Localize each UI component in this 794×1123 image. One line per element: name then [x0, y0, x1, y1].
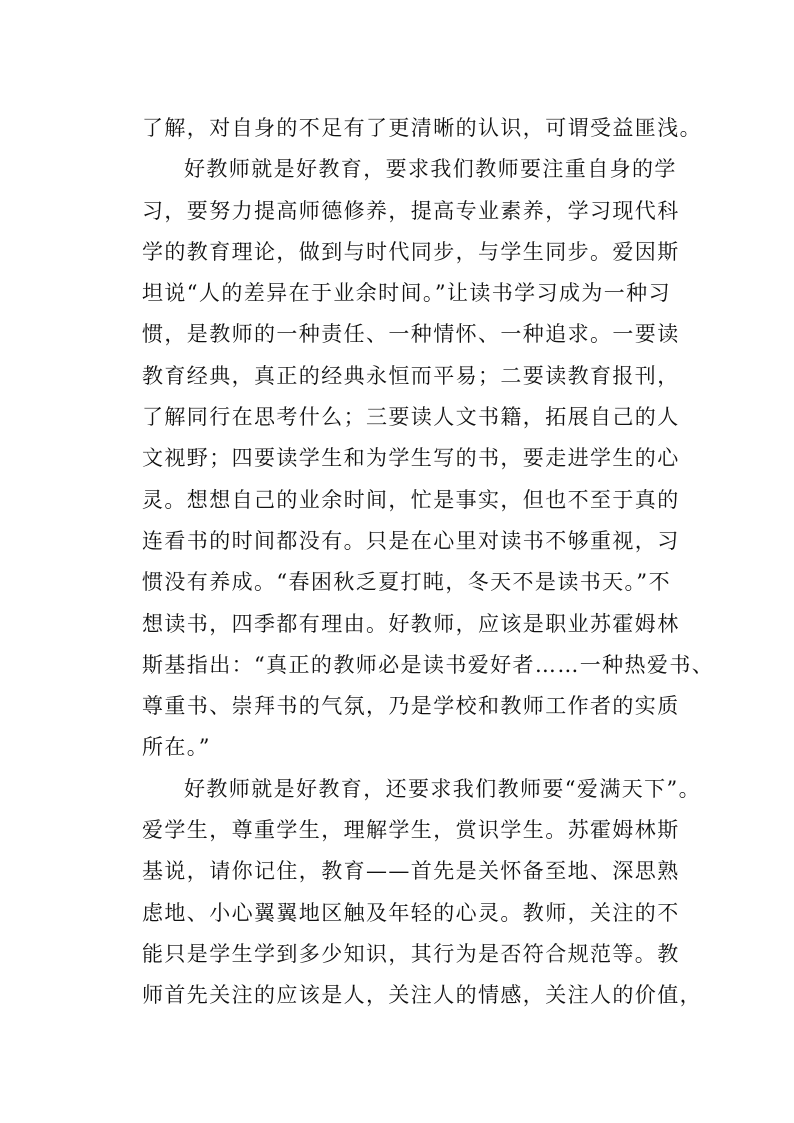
text-line: 教育经典，真正的经典永恒而平易；二要读教育报刊，: [142, 363, 680, 388]
paragraph-start-line: 好教师就是好教育，还要求我们教师要“爱满天下”。: [184, 776, 702, 801]
text-line: 尊重书、崇拜书的气氛，乃是学校和教师工作者的实质: [142, 694, 680, 719]
text-line: 爱学生，尊重学生，理解学生，赏识学生。苏霍姆林斯: [142, 818, 680, 843]
text-line: 基说，请你记住，教育——首先是关怀备至地、深思熟: [142, 859, 680, 884]
text-line: 灵。想想自己的业余时间，忙是事实，但也不至于真的: [142, 487, 680, 512]
text-line: 习，要努力提高师德修养，提高专业素养，学习现代科: [142, 198, 680, 223]
text-line: 连看书的时间都没有。只是在心里对读书不够重视，习: [142, 528, 680, 553]
text-line: 了解，对自身的不足有了更清晰的认识，可谓受益匪浅。: [142, 116, 702, 140]
body-text: [142, 108, 715, 1017]
text-line: 斯基指出：“真正的教师必是读书爱好者……一种热爱书、: [142, 652, 715, 677]
text-line: 学的教育理论，做到与时代同步，与学生同步。爱因斯: [142, 239, 680, 264]
text-line: 想读书，四季都有理由。好教师，应该是职业苏霍姆林: [142, 611, 680, 636]
text-line: 惯没有养成。“春困秋乏夏打盹，冬天不是读书天。”不: [142, 570, 671, 595]
text-line: 所在。”: [142, 735, 211, 760]
text-line: 了解同行在思考什么；三要读人文书籍，拓展自己的人: [142, 405, 680, 430]
text-line: 师首先关注的应该是人，关注人的情感，关注人的价值，: [142, 983, 702, 1008]
text-line: 文视野；四要读学生和为学生写的书，要走进学生的心: [142, 446, 680, 471]
text-line: 惯，是教师的一种责任、一种情怀、一种追求。一要读: [142, 322, 680, 347]
text-line: 坦说“人的差异在于业余时间。”让读书学习成为一种习: [142, 281, 671, 306]
text-line: 虑地、小心翼翼地区触及年轻的心灵。教师，关注的不: [142, 900, 680, 925]
paragraph-start-line: 好教师就是好教育，要求我们教师要注重自身的学: [184, 157, 677, 182]
text-line: 能只是学生学到多少知识，其行为是否符合规范等。教: [142, 941, 680, 966]
